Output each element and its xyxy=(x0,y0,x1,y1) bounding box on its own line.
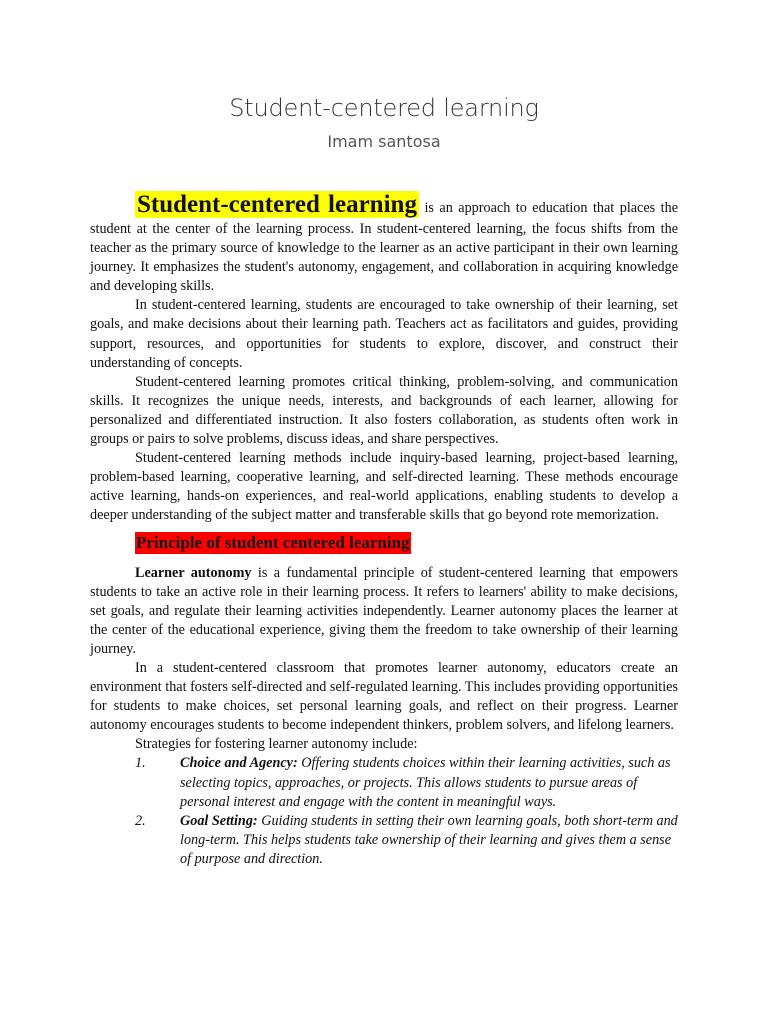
list-item xyxy=(90,754,678,811)
paragraph-methods: Student-centered learning methods include inquiry-based learning, project-based learning, problem-based learning, cooperative learning, and self-directed learning. These methods encourage active learning, hands-on experiences, and real-world applications, enabling students to develop a deeper understanding of the subject matter and transferable skills that go beyond rote memorization. xyxy=(90,450,678,524)
document-author: Imam santosa xyxy=(327,132,441,151)
section-heading-highlight: Principle of student centered learning xyxy=(136,532,410,552)
list-item-number: 1. xyxy=(135,755,146,772)
paragraph-classroom: In a student-centered classroom that promotes learner autonomy, educators create an environment that fosters self-directed and self-regulated learning. This includes providing opportunities for students to make choices, set personal learning goals, and reflect on their progress. Learner autonomy encourages students to become independent thinkers, problem solvers, and lifelong learners. xyxy=(90,659,678,734)
strategies-intro: Strategies for fostering learner autonomy include: xyxy=(135,736,418,753)
list-item-term: Choice and Agency: xyxy=(180,755,298,772)
strategies-list xyxy=(90,754,678,869)
list-item-term: Goal Setting: xyxy=(180,812,258,829)
list-item-text xyxy=(180,812,678,869)
list-item-number: 2. xyxy=(135,812,146,829)
list-item-description: Guiding students in setting their own learning goals, both short-term and long-term. This helps students take ownership of their learning and gives them a sense of purpose and direction. xyxy=(180,812,678,867)
intro-text: is an approach to education that places the student at the center of the learning process. In student-centered learning, the focus shifts from the teacher as the primary source of knowledge to the learner as an active participant in their own learning journey. It emphasizes the student's autonomy, engagement, and collaboration in acquiring knowledge and developing skills. xyxy=(90,200,678,295)
document-title: Student-centered learning xyxy=(229,94,539,122)
paragraph-ownership: In student-centered learning, students are encouraged to take ownership of their learning, set goals, and make decisions about their learning path. Teachers act as facilitators and guides, providing support, resources, and opportunities for students to explore, discover, and construct their understanding of concepts. xyxy=(90,297,678,371)
learner-autonomy-text: is a fundamental principle of student-centered learning that empowers students to take an active role in their learning process. It refers to learners' ability to make decisions, set goals, and regulate their learning activities independently. Learner autonomy places the learner at the center of the educational experience, giving them the freedom to take ownership of their learning journey. xyxy=(90,564,678,657)
list-item-description: Offering students choices within their learning activities, such as selecting topics, approaches, or projects. This allows students to pursue areas of personal interest and engage with the content in meaningful ways. xyxy=(180,755,671,810)
paragraph-critical-thinking: Student-centered learning promotes critical thinking, problem-solving, and communication skills. It recognizes the unique needs, interests, and backgrounds of each learner, allowing for personalized and differentiated instruction. It also fosters collaboration, as students often work in groups or pairs to solve problems, discuss ideas, and share perspectives. xyxy=(90,373,678,448)
list-item xyxy=(90,812,678,869)
document-body xyxy=(90,190,678,869)
learner-autonomy-term: Learner autonomy xyxy=(135,564,252,581)
lead-heading-highlight: Student-centered learning xyxy=(137,191,417,218)
paragraph-learner-autonomy xyxy=(90,564,678,659)
intro-paragraph xyxy=(90,190,678,296)
list-item-text xyxy=(180,754,678,811)
